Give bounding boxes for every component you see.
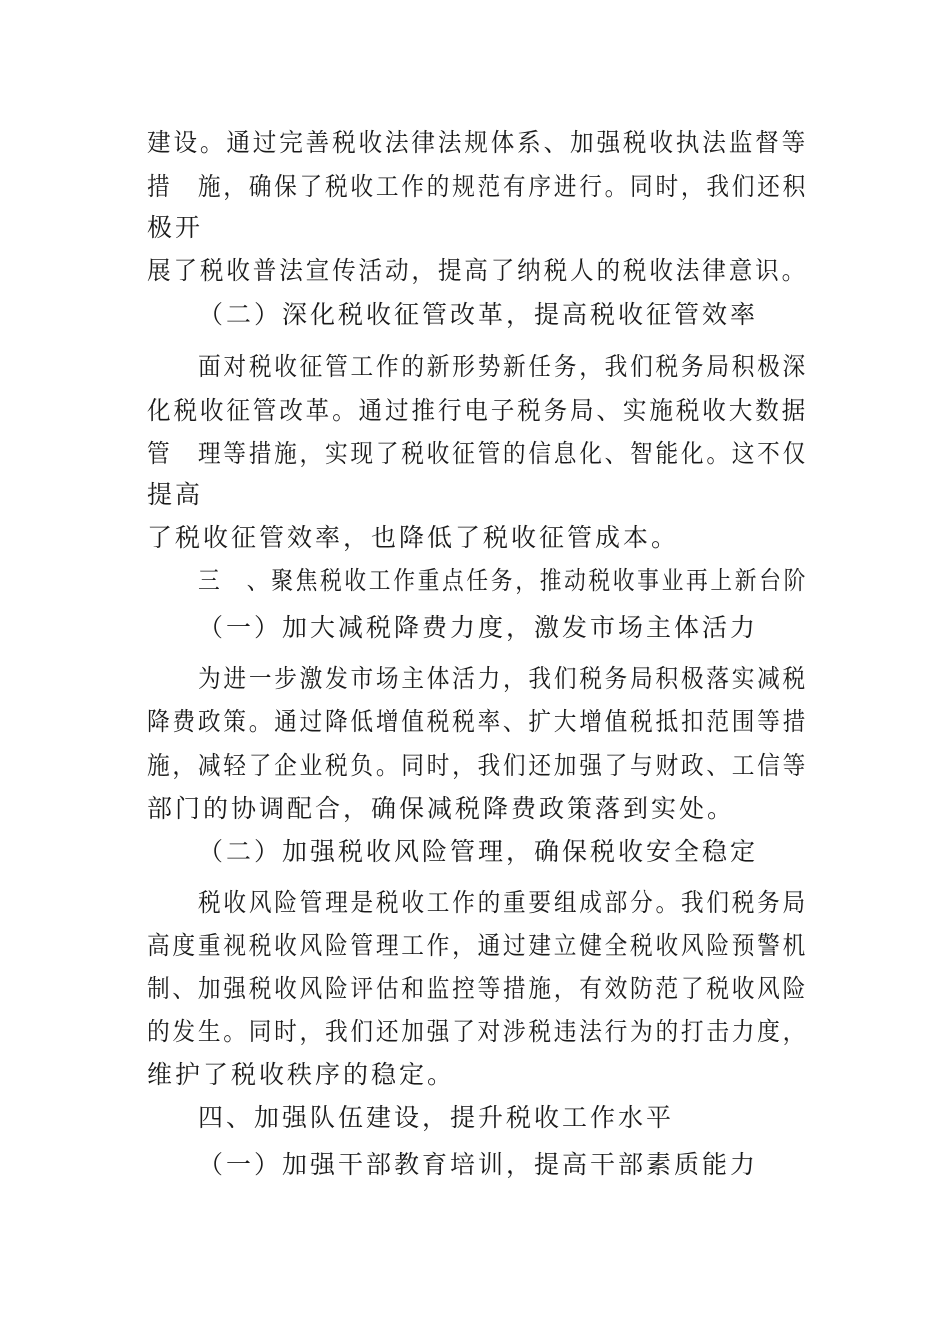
paragraph-line: 建设。通过完善税收法律法规体系、加强税收执法监督等 bbox=[147, 128, 809, 157]
paragraph-line: 部门的协调配合，确保减税降费政策落到实处。 bbox=[147, 794, 736, 823]
paragraph-line: 提高 bbox=[147, 480, 204, 509]
section-heading: （二）深化税收征管改革，提高税收征管效率 bbox=[198, 300, 759, 329]
section-heading: （一）加大减税降费力度，激发市场主体活力 bbox=[198, 613, 759, 642]
paragraph-line: 化税收征管改革。通过推行电子税务局、实施税收大数据 bbox=[147, 396, 809, 425]
section-heading: （二）加强税收风险管理，确保税收安全稳定 bbox=[198, 837, 759, 866]
paragraph-line: 管 理等措施，实现了税收征管的信息化、智能化。这不仅 bbox=[147, 439, 809, 468]
paragraph-line: 的发生。同时，我们还加强了对涉税违法行为的打击力度， bbox=[147, 1017, 809, 1046]
paragraph-line: 措 施，确保了税收工作的规范有序进行。同时，我们还积 bbox=[147, 172, 809, 201]
paragraph-line: 税收风险管理是税收工作的重要组成部分。我们税务局 bbox=[198, 888, 808, 917]
section-heading: 三 、聚焦税收工作重点任务，推动税收事业再上新台阶 bbox=[198, 566, 808, 595]
section-heading: 四、加强队伍建设，提升税收工作水平 bbox=[198, 1103, 675, 1132]
paragraph-line: 面对税收征管工作的新形势新任务，我们税务局积极深 bbox=[198, 352, 808, 381]
paragraph-line: 施，减轻了企业税负。同时，我们还加强了与财政、工信等 bbox=[147, 751, 809, 780]
paragraph-line: 了税收征管效率，也降低了税收征管成本。 bbox=[147, 523, 680, 552]
paragraph-line: 极开 bbox=[147, 213, 204, 242]
section-heading: （一）加强干部教育培训，提高干部素质能力 bbox=[198, 1150, 759, 1179]
paragraph-line: 维护了税收秩序的稳定。 bbox=[147, 1060, 456, 1089]
paragraph-line: 展了税收普法宣传活动，提高了纳税人的税收法律意识。 bbox=[147, 256, 809, 285]
paragraph-line: 高度重视税收风险管理工作，通过建立健全税收风险预警机 bbox=[147, 931, 809, 960]
paragraph-line: 为进一步激发市场主体活力，我们税务局积极落实减税 bbox=[198, 664, 808, 693]
paragraph-line: 制、加强税收风险评估和监控等措施，有效防范了税收风险 bbox=[147, 974, 809, 1003]
paragraph-line: 降费政策。通过降低增值税税率、扩大增值税抵扣范围等措 bbox=[147, 707, 809, 736]
